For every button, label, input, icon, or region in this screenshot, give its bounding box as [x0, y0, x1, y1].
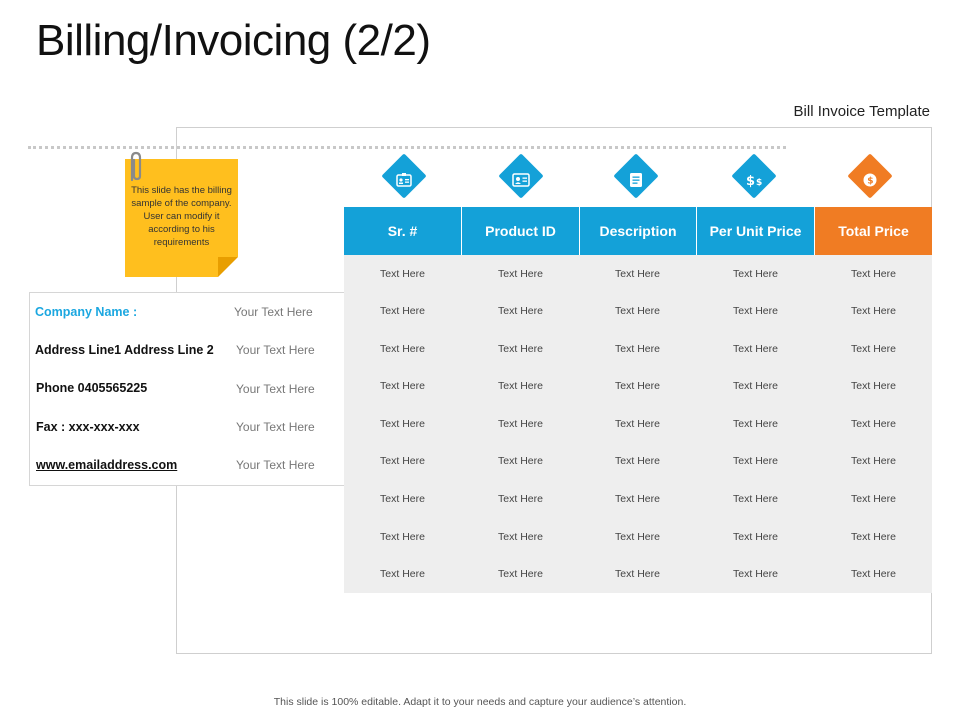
- phone-row: [30, 381, 344, 401]
- column-header-unit-price[interactable]: Per Unit Price: [697, 207, 815, 255]
- table-cell[interactable]: Text Here: [615, 305, 660, 317]
- fax-row: [30, 420, 344, 440]
- sticky-note-text: This slide has the billing sample of the company. User can modify it according to his requirements: [131, 185, 232, 248]
- table-cell[interactable]: Text Here: [498, 568, 543, 580]
- table-cell[interactable]: Text Here: [733, 455, 778, 467]
- footer-note: This slide is 100% editable. Adapt it to your needs and capture your audience’s attention.: [273, 696, 687, 708]
- email-row: [30, 458, 344, 478]
- icon-cell-unit-price: [697, 158, 814, 204]
- dollar-icon: [852, 162, 888, 198]
- table-cell[interactable]: Text Here: [380, 493, 425, 505]
- table-cell[interactable]: Text Here: [380, 455, 425, 467]
- table-cell[interactable]: Text Here: [498, 455, 543, 467]
- icon-cell-description: [579, 158, 696, 204]
- table-cell[interactable]: Text Here: [615, 380, 660, 392]
- id-card-icon: [386, 162, 422, 198]
- table-cell[interactable]: Text Here: [733, 568, 778, 580]
- table-cell[interactable]: Text Here: [615, 455, 660, 467]
- table-cell[interactable]: Text Here: [851, 305, 896, 317]
- icon-cell-total-price: [813, 158, 930, 204]
- company-name-row: [30, 305, 344, 325]
- table-cell[interactable]: Text Here: [733, 493, 778, 505]
- slide-title: Billing/Invoicing (2/2): [36, 16, 431, 65]
- company-name-value[interactable]: Your Text Here: [234, 305, 313, 319]
- contact-card-icon: [503, 162, 539, 198]
- table-cell[interactable]: Text Here: [851, 455, 896, 467]
- table-cell[interactable]: Text Here: [498, 418, 543, 430]
- address-row: [30, 343, 344, 363]
- table-cell[interactable]: Text Here: [380, 268, 425, 280]
- column-header-product-id[interactable]: Product ID: [462, 207, 580, 255]
- paperclip-icon: [124, 150, 148, 186]
- column-header-sr[interactable]: Sr. #: [344, 207, 462, 255]
- table-cell[interactable]: Text Here: [380, 305, 425, 317]
- table-cell[interactable]: Text Here: [498, 268, 543, 280]
- svg-text:$: $: [746, 174, 756, 188]
- phone-value[interactable]: Your Text Here: [236, 382, 315, 396]
- address-value[interactable]: Your Text Here: [236, 343, 315, 357]
- table-cell[interactable]: Text Here: [380, 343, 425, 355]
- table-cell[interactable]: Text Here: [380, 568, 425, 580]
- table-cell[interactable]: Text Here: [498, 305, 543, 317]
- table-cell[interactable]: Text Here: [380, 418, 425, 430]
- fax-value[interactable]: Your Text Here: [236, 420, 315, 434]
- table-cell[interactable]: Text Here: [851, 493, 896, 505]
- document-icon: [618, 162, 654, 198]
- table-cell[interactable]: Text Here: [615, 343, 660, 355]
- icon-cell-sr: [347, 158, 464, 204]
- svg-text:$: $: [867, 176, 874, 187]
- table-cell[interactable]: Text Here: [733, 268, 778, 280]
- table-cell[interactable]: Text Here: [851, 343, 896, 355]
- table-cell[interactable]: Text Here: [380, 531, 425, 543]
- table-cell[interactable]: Text Here: [851, 268, 896, 280]
- table-cell[interactable]: Text Here: [498, 493, 543, 505]
- table-cell[interactable]: Text Here: [851, 531, 896, 543]
- table-cell[interactable]: Text Here: [733, 418, 778, 430]
- table-cell[interactable]: Text Here: [498, 380, 543, 392]
- address-label: Address Line1 Address Line 2: [35, 343, 214, 357]
- email-link[interactable]: www.emailaddress.com: [36, 458, 178, 472]
- table-cell[interactable]: Text Here: [733, 343, 778, 355]
- column-header-description[interactable]: Description: [580, 207, 697, 255]
- table-header: [344, 207, 932, 255]
- phone-label: Phone 0405565225: [36, 381, 148, 395]
- slide-subtitle: Bill Invoice Template: [793, 103, 930, 120]
- table-cell[interactable]: Text Here: [615, 268, 660, 280]
- email-value[interactable]: Your Text Here: [236, 458, 315, 472]
- icon-cell-product: [464, 158, 581, 204]
- column-icons: [344, 158, 932, 204]
- table-cell[interactable]: Text Here: [733, 380, 778, 392]
- dollar-exchange-icon: [736, 162, 772, 198]
- table-cell[interactable]: Text Here: [615, 418, 660, 430]
- table-cell[interactable]: Text Here: [615, 493, 660, 505]
- table-cell[interactable]: Text Here: [733, 305, 778, 317]
- dotted-divider: [28, 146, 786, 149]
- table-cell[interactable]: Text Here: [851, 418, 896, 430]
- table-cell[interactable]: Text Here: [615, 568, 660, 580]
- table-cell[interactable]: Text Here: [733, 531, 778, 543]
- svg-text:$: $: [756, 178, 763, 188]
- fax-label: Fax : xxx-xxx-xxx: [36, 420, 140, 434]
- company-info-box: [29, 292, 345, 486]
- table-cell[interactable]: Text Here: [615, 531, 660, 543]
- table-cell[interactable]: Text Here: [851, 568, 896, 580]
- table-cell[interactable]: Text Here: [498, 531, 543, 543]
- table-body: [344, 255, 932, 593]
- table-cell[interactable]: Text Here: [380, 380, 425, 392]
- table-cell[interactable]: Text Here: [851, 380, 896, 392]
- column-header-total-price[interactable]: Total Price: [815, 207, 932, 255]
- table-cell[interactable]: Text Here: [498, 343, 543, 355]
- company-name-label: Company Name :: [35, 305, 138, 319]
